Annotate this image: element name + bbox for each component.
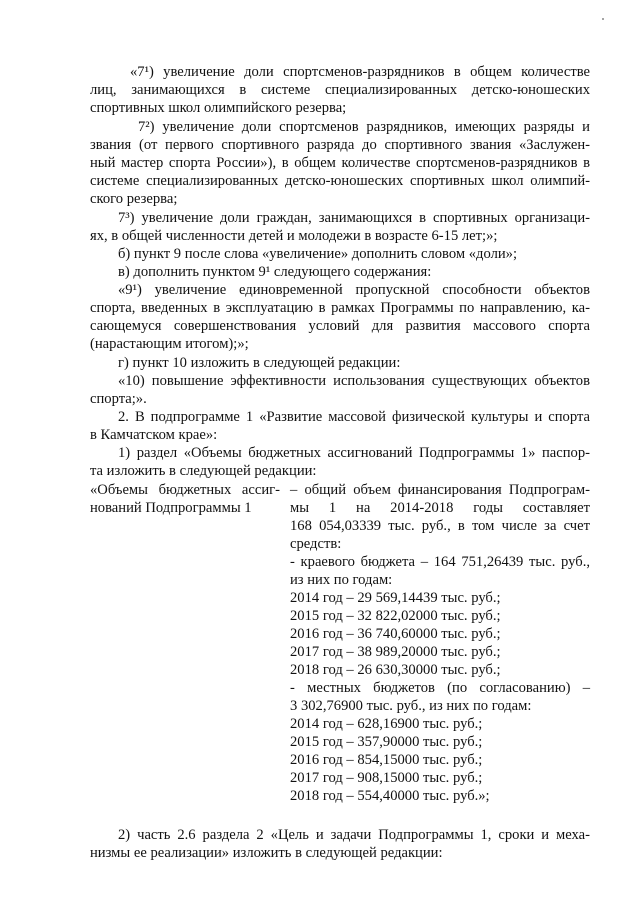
text-line: б) пункт 9 после слова «увеличение» дополнить словом «доли»; <box>118 246 518 262</box>
table-right-line: 2015 год – 357,90000 тыс. руб.; <box>290 734 483 750</box>
text-line: сающемуся совершенствования условий для развития массового спорта <box>90 318 590 334</box>
table-left-line: «Объемы бюджетных ассиг- <box>90 482 280 498</box>
table-right-line: мы 1 на 2014-2018 годы составляет <box>290 500 590 516</box>
table-right-line: - краевого бюджета – 164 751,26439 тыс. руб., <box>290 554 590 570</box>
text-line: ского резерва; <box>90 191 178 207</box>
text-line: 2) часть 2.6 раздела 2 «Цель и задачи Подпрограммы 1, сроки и меха- <box>118 827 590 843</box>
table-right-line: 3 302,76900 тыс. руб., из них по годам: <box>290 698 532 714</box>
text-line: 7²) увеличение доли спортсменов разрядников, имеющих разряды и <box>138 119 590 135</box>
text-line: в Камчатском крае»: <box>90 427 218 443</box>
text-line: та изложить в следующей редакции: <box>90 463 317 479</box>
text-line: г) пункт 10 изложить в следующей редакции: <box>118 355 401 371</box>
text-line: ный мастер спорта России»), в общем количестве спортсменов-разрядников в <box>90 155 590 171</box>
table-right-line: 2014 год – 29 569,14439 тыс. руб.; <box>290 590 501 606</box>
text-line: 1) раздел «Объемы бюджетных ассигнований Подпрограммы 1» паспор- <box>118 445 590 461</box>
table-right-line: 2017 год – 38 989,20000 тыс. руб.; <box>290 644 501 660</box>
text-line: спортивных школ олимпийского резерва; <box>90 100 347 116</box>
table-right-line: 2018 год – 26 630,30000 тыс. руб.; <box>290 662 501 678</box>
table-right-line: 2015 год – 32 822,02000 тыс. руб.; <box>290 608 501 624</box>
table-right-line: из них по годам: <box>290 572 393 588</box>
text-line: «9¹) увеличение единовременной пропускной способности объектов <box>118 282 590 298</box>
text-line: спорта, введенных в эксплуатацию в рамках Программы по направлению, ка- <box>90 300 590 316</box>
table-left-line: нований Подпрограммы 1 <box>90 500 252 516</box>
table-right-line: 168 054,03339 тыс. руб., в том числе за счет <box>290 518 590 534</box>
text-line: лиц, занимающихся в системе специализированных детско-юношеских <box>90 82 590 98</box>
table-right-line: – общий объем финансирования Подпрограм- <box>290 482 590 498</box>
text-line: (нарастающим итогом);»; <box>90 336 249 352</box>
table-right-line: 2016 год – 854,15000 тыс. руб.; <box>290 752 483 768</box>
text-line: 2. В подпрограмме 1 «Развитие массовой физической культуры и спорта <box>118 409 590 425</box>
table-right-line: 2016 год – 36 740,60000 тыс. руб.; <box>290 626 501 642</box>
text-line: 7³) увеличение доли граждан, занимающихся в спортивных организаци- <box>118 210 590 226</box>
table-right-line: 2017 год – 908,15000 тыс. руб.; <box>290 770 483 786</box>
text-line: системе специализированных детско-юношеских спортивных школ олимпий- <box>90 173 590 189</box>
text-line: в) дополнить пунктом 9¹ следующего содержания: <box>118 264 432 280</box>
text-line: ях, в общей численности детей и молодежи в возрасте 6-15 лет;»; <box>90 228 498 244</box>
text-line: спорта;». <box>90 391 147 407</box>
text-line: «7¹) увеличение доли спортсменов-разрядников в общем количестве <box>130 64 590 80</box>
text-line: звания (от первого спортивного разряда до спортивного звания «Заслужен- <box>90 137 590 153</box>
table-right-line: 2014 год – 628,16900 тыс. руб.; <box>290 716 483 732</box>
text-line: низмы ее реализации» изложить в следующей редакции: <box>90 845 443 861</box>
table-right-line: 2018 год – 554,40000 тыс. руб.»; <box>290 788 490 804</box>
table-right-line: средств: <box>290 536 342 552</box>
table-right-line: - местных бюджетов (по согласованию) – <box>290 680 590 696</box>
scan-speck <box>602 18 604 20</box>
text-line: «10) повышение эффективности использования существующих объектов <box>118 373 590 389</box>
